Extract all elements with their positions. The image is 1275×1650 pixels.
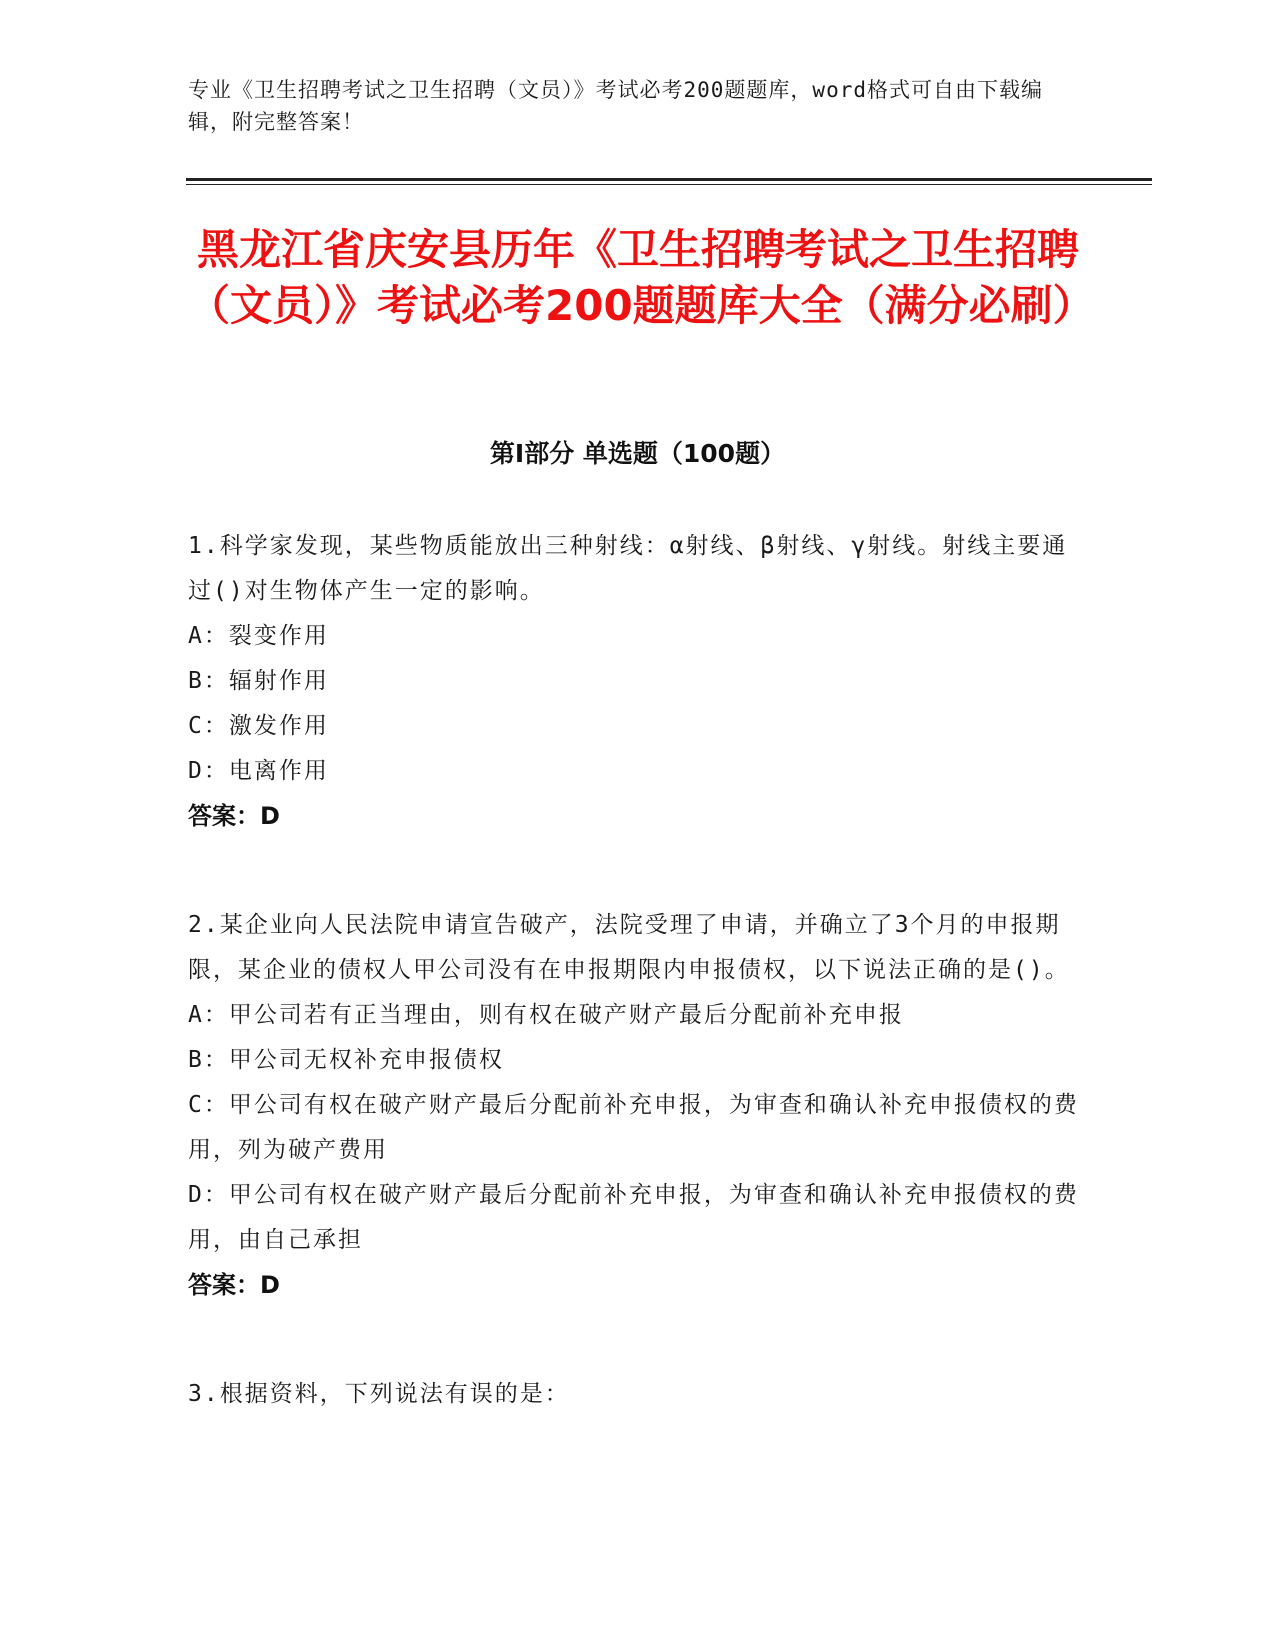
question-stem: 3.根据资料，下列说法有误的是： [188, 1381, 570, 1407]
document-title: 黑龙江省庆安县历年《卫生招聘考试之卫生招聘（文员）》考试必考200题题库大全（满分必刷） [188, 225, 1095, 330]
option-d: D：电离作用 [188, 758, 329, 784]
option-c: C：甲公司有权在破产财产最后分配前补充申报，为审查和确认补充申报债权的费用，列为破产费用 [188, 1092, 1079, 1163]
header-rule-thin [186, 184, 1152, 185]
section-heading: 第Ⅰ部分 单选题（100题） [489, 439, 786, 468]
answer: 答案：D [188, 1271, 280, 1299]
question-stem: 2.某企业向人民法院申请宣告破产，法院受理了申请，并确立了3个月的申报期限，某企业的债权人甲公司没有在申报期限内申报债权，以下说法正确的是()。 [188, 912, 1070, 983]
option-d: D：甲公司有权在破产财产最后分配前补充申报，为审查和确认补充申报债权的费用，由自己承担 [188, 1182, 1079, 1253]
option-b: B：辐射作用 [188, 668, 329, 694]
answer: 答案：D [188, 802, 280, 830]
question-list [188, 524, 1088, 1481]
question-3 [188, 1372, 1088, 1417]
question-2 [188, 903, 1088, 1308]
option-b: B：甲公司无权补充申报债权 [188, 1047, 504, 1073]
option-c: C：激发作用 [188, 713, 329, 739]
header-note: 专业《卫生招聘考试之卫生招聘（文员）》考试必考200题题库，word格式可自由下载编辑，附完整答案！ [188, 78, 1043, 134]
option-a: A：裂变作用 [188, 623, 329, 649]
header-rule-thick [186, 178, 1152, 181]
question-1 [188, 524, 1088, 839]
question-stem: 1.科学家发现，某些物质能放出三种射线：α射线、β射线、γ射线。射线主要通过()对生物体产生一定的影响。 [188, 533, 1068, 604]
option-a: A：甲公司若有正当理由，则有权在破产财产最后分配前补充申报 [188, 1002, 904, 1028]
